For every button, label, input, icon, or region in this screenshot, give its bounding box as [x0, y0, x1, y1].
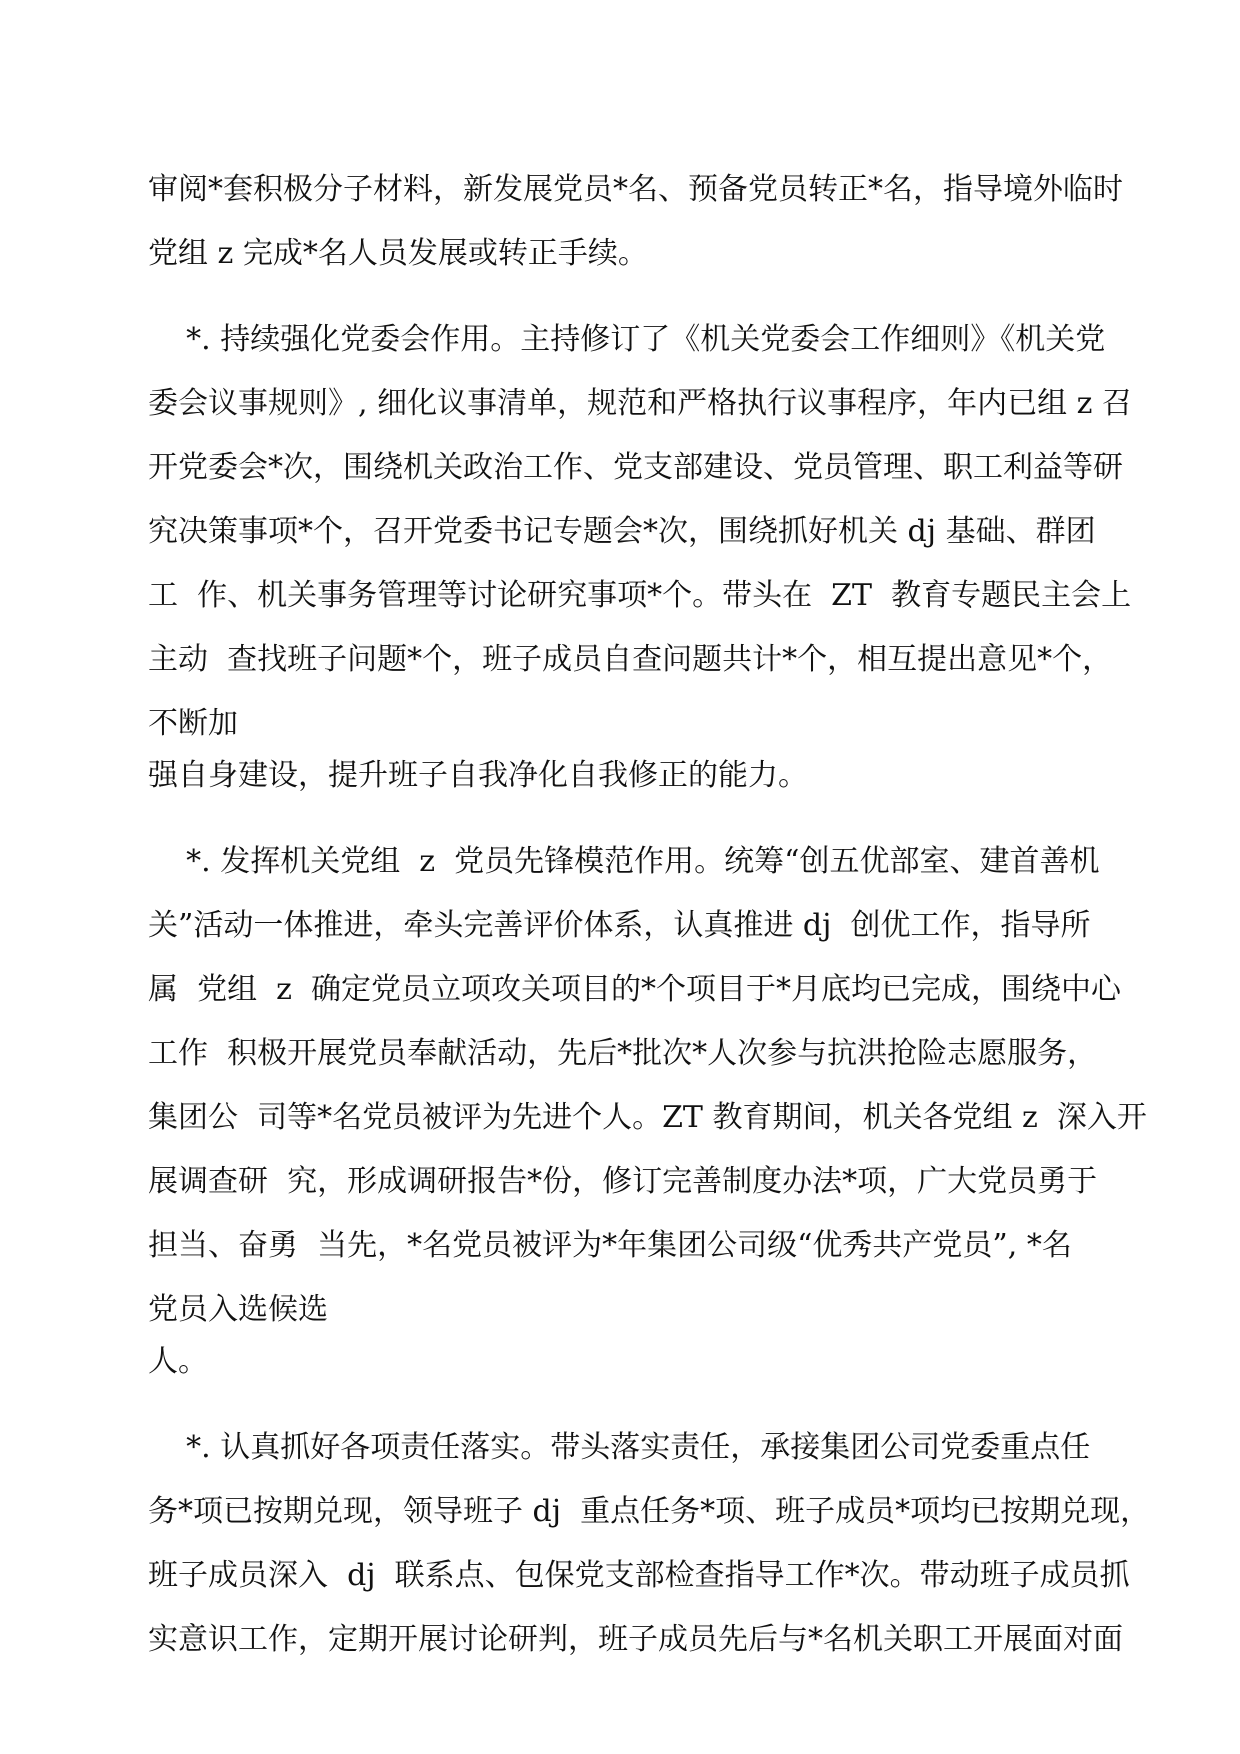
- paragraph-gap: [148, 286, 1128, 308]
- paragraph: [148, 308, 1132, 808]
- paragraph: [148, 158, 1128, 286]
- text-line: *. 持续强化党委会作用。主持修订了《机关党委会工作细则》《机关党: [148, 322, 1106, 357]
- paragraph: [148, 1416, 1151, 1672]
- text-line: 委会议事规则》, 细化议事清单，规范和严格执行议事程序，年内已组 z 召: [148, 386, 1132, 421]
- paragraph-gap: [148, 1394, 1128, 1416]
- text-line: 党组 z 完成*名人员发展或转正手续。: [148, 236, 648, 271]
- text-line: 班子成员深入 dj 联系点、包保党支部检查指导工作*次。带动班子成员抓: [148, 1558, 1130, 1593]
- text-line: 工作 积极开展党员奉献活动，先后*批次*人次参与抗洪抢险志愿服务，: [148, 1036, 1098, 1071]
- text-line: *. 发挥机关党组 z 党员先锋模范作用。统筹“创五优部室、建首善机: [148, 844, 1100, 879]
- text-line: 不断加: [148, 706, 238, 741]
- text-line: 集团公 司等*名党员被评为先进个人。ZT 教育期间，机关各党组 z 深入开: [148, 1100, 1147, 1135]
- text-line: 党员入选候选: [148, 1292, 328, 1327]
- text-line: 实意识工作，定期开展讨论研判，班子成员先后与*名机关职工开展面对面: [148, 1622, 1123, 1657]
- paragraph-gap: [148, 808, 1128, 830]
- text-line: 人。: [148, 1344, 208, 1379]
- text-line: 关”活动一体推进，牵头完善评价体系，认真推进 dj 创优工作，指导所: [148, 908, 1091, 943]
- text-line: 强自身建设，提升班子自我净化自我修正的能力。: [148, 758, 808, 793]
- text-line: 审阅*套积极分子材料，新发展党员*名、预备党员转正*名，指导境外临时: [148, 172, 1123, 207]
- paragraph: [148, 830, 1147, 1394]
- text-line: 开党委会*次，围绕机关政治工作、党支部建设、党员管理、职工利益等研: [148, 450, 1123, 485]
- text-line: *. 认真抓好各项责任落实。带头落实责任，承接集团公司党委重点任: [148, 1430, 1091, 1465]
- document-body: [148, 158, 1151, 1672]
- text-line: 属 党组 z 确定党员立项攻关项目的*个项目于*月底均已完成，围绕中心: [148, 972, 1122, 1007]
- text-line: 担当、奋勇 当先，*名党员被评为*年集团公司级“优秀共产党员”, *名: [148, 1228, 1072, 1263]
- text-line: 究决策事项*个，召开党委书记专题会*次，围绕抓好机关 dj 基础、群团: [148, 514, 1096, 549]
- text-line: 务*项已按期兑现，领导班子 dj 重点任务*项、班子成员*项均已按期兑现，: [148, 1494, 1151, 1529]
- text-line: 工 作、机关事务管理等讨论研究事项*个。带头在 ZT 教育专题民主会上: [148, 578, 1132, 613]
- text-line: 展调查研 究，形成调研报告*份，修订完善制度办法*项，广大党员勇于: [148, 1164, 1098, 1199]
- text-line: 主动 查找班子问题*个，班子成员自查问题共计*个，相互提出意见*个，: [148, 642, 1113, 677]
